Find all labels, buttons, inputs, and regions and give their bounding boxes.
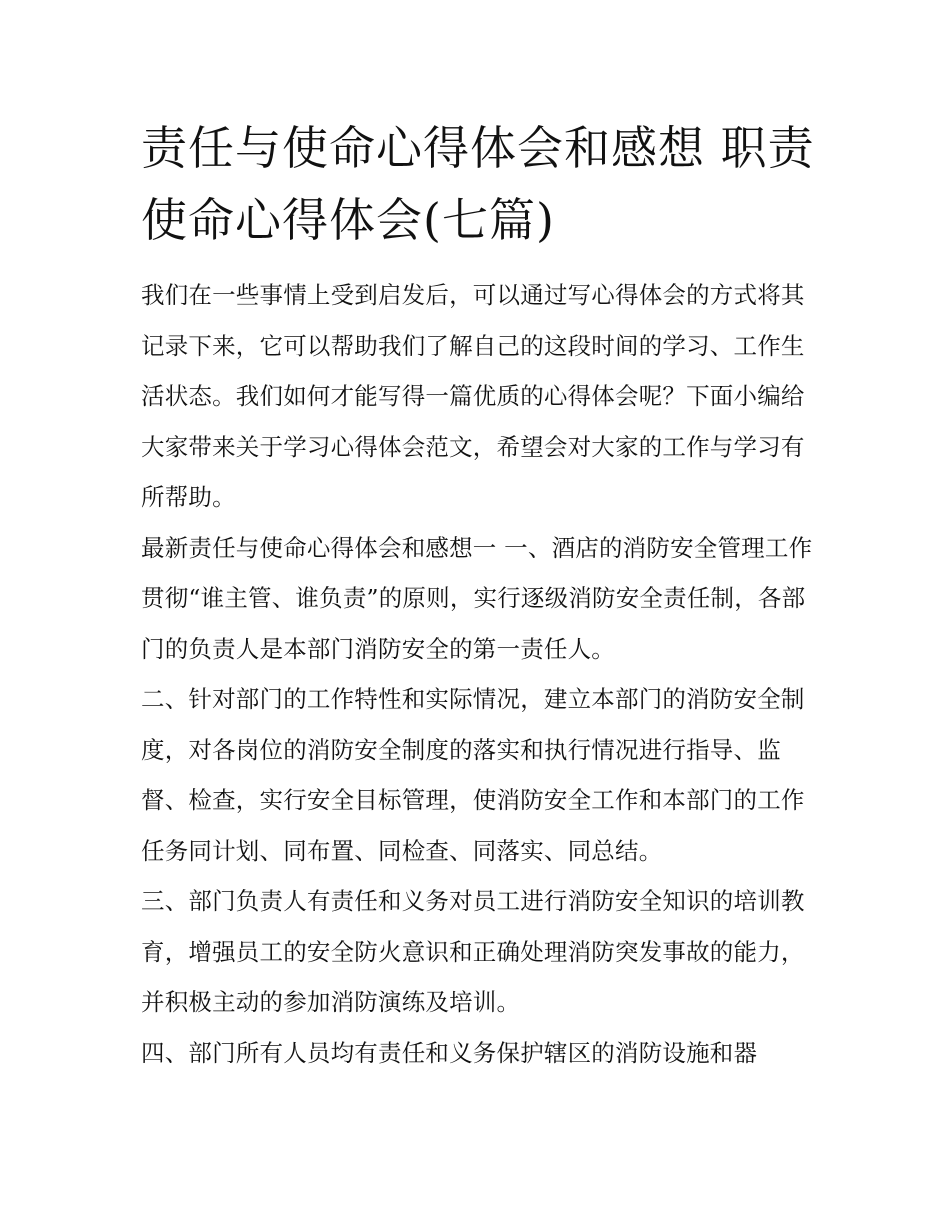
paragraph-section-one: 最新责任与使命心得体会和感想一 一、酒店的消防安全管理工作贯彻“谁主管、谁负责”的原则，实行逐级消防安全责任制，各部门的负责人是本部门消防安全的第一责任人。	[141, 533, 813, 663]
paragraph-section-two: 二、针对部门的工作特性和实际情况，建立本部门的消防安全制度，对各岗位的消防安全制度的落实和执行情况进行指导、监督、检查，实行安全目标管理，使消防安全工作和本部门的工作任务同计划、同布置、同检查、同落实、同总结。	[141, 685, 805, 865]
paragraph-intro: 我们在一些事情上受到启发后，可以通过写心得体会的方式将其记录下来，它可以帮助我们了解自己的这段时间的学习、工作生活状态。我们如何才能写得一篇优质的心得体会呢？下面小编给大家带来关于学习心得体会范文，希望会对大家的工作与学习有所帮助。	[141, 281, 805, 511]
document-content	[141, 112, 821, 1078]
paragraph-section-four: 四、部门所有人员均有责任和义务保护辖区的消防设施和器	[141, 1038, 758, 1067]
document-body	[141, 270, 821, 1078]
document-title: 责任与使命心得体会和感想 职责使命心得体会(七篇)	[141, 121, 815, 247]
paragraph-section-three: 三、部门负责人有责任和义务对员工进行消防安全知识的培训教育，增强员工的安全防火意识和正确处理消防突发事故的能力，并积极主动的参加消防演练及培训。	[141, 887, 805, 1016]
